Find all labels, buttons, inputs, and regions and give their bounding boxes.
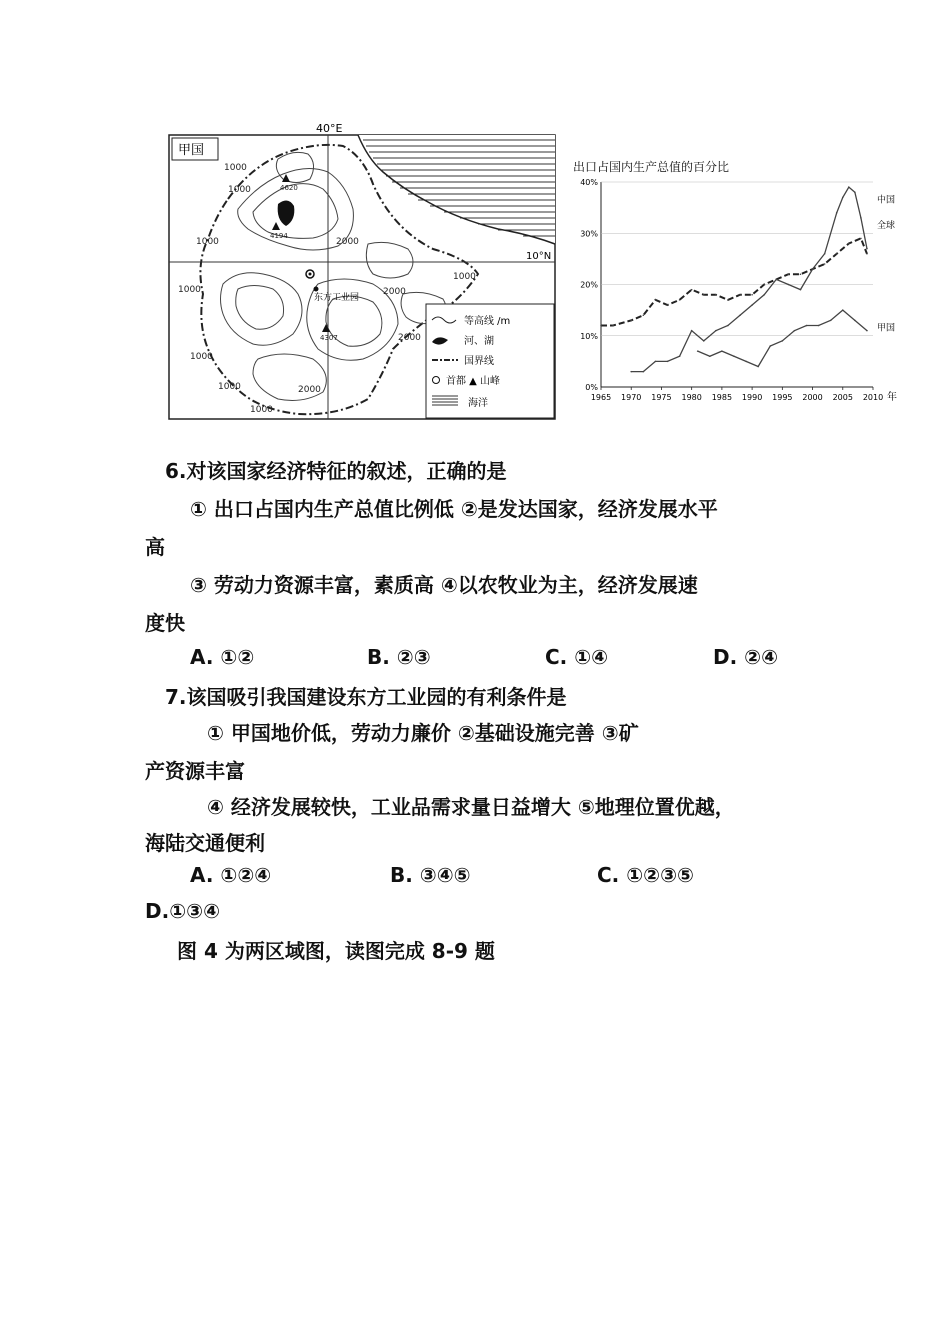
data-point <box>757 366 759 368</box>
capital-legend-icon <box>433 377 440 384</box>
legend-border: 国界线 <box>464 356 494 367</box>
figure-row <box>168 122 918 428</box>
x-tick-label: 1970 <box>621 393 642 402</box>
data-point <box>715 294 717 296</box>
latitude-label: 10°N <box>526 251 552 262</box>
data-point <box>866 330 868 332</box>
data-point <box>630 371 632 373</box>
country-map <box>168 122 556 420</box>
x-tick-label: 1965 <box>590 393 612 402</box>
data-point <box>769 345 771 347</box>
contour-label: 1000 <box>250 405 273 415</box>
data-point <box>643 314 645 316</box>
data-point <box>691 330 693 332</box>
x-tick-label: 1975 <box>651 393 672 402</box>
capital-dot <box>309 273 312 276</box>
peak-label: 4620 <box>280 184 298 192</box>
series-label: 甲国 <box>877 323 896 334</box>
data-point <box>715 330 717 332</box>
data-point <box>739 314 741 316</box>
q7-line2: ④ 经济发展较快，工业品需求量日益增大 ⑤地理位置优越， <box>207 795 735 819</box>
series-line-0 <box>601 238 867 325</box>
data-point <box>727 325 729 327</box>
contour-label: 1000 <box>190 352 213 362</box>
q7-line1: ① 甲国地价低，劳动力廉价 ②基础设施完善 ③矿 <box>207 721 639 745</box>
data-point <box>667 361 669 363</box>
data-point <box>733 355 735 357</box>
q6-option-b[interactable]: B. ②③ <box>367 645 431 669</box>
data-point <box>703 294 705 296</box>
legend-contour: 等高线 /m <box>464 316 511 327</box>
contour-label: 1000 <box>218 382 241 392</box>
contour-label: 2000 <box>336 237 359 247</box>
country-label: 甲国 <box>178 143 205 158</box>
contour-label: 1000 <box>453 272 476 282</box>
peak-label: 4307 <box>320 334 338 342</box>
q7-option-c[interactable]: C. ①②③⑤ <box>597 863 694 887</box>
contour-label: 1000 <box>224 163 247 173</box>
data-point <box>866 248 868 250</box>
data-point <box>739 294 741 296</box>
q6-option-a[interactable]: A. ①② <box>190 645 255 669</box>
q7-line2-cont: 海陆交通便利 <box>145 831 265 855</box>
q6-line1: ① 出口占国内生产总值比例低 ②是发达国家，经济发展水平 <box>190 497 718 521</box>
data-point <box>824 263 826 265</box>
y-tick-label: 10% <box>580 331 598 341</box>
x-tick-label: 1985 <box>711 393 733 402</box>
data-point <box>824 253 826 255</box>
x-tick-label: 1980 <box>681 393 702 402</box>
data-point <box>751 294 753 296</box>
contour-label: 2000 <box>398 333 421 343</box>
series-line-1 <box>631 187 867 372</box>
legend-capital-peak: 首都 ▲ 山峰 <box>446 376 501 387</box>
data-point <box>751 304 753 306</box>
q6-option-d[interactable]: D. ②④ <box>713 645 779 669</box>
data-point <box>679 355 681 357</box>
data-point <box>697 350 699 352</box>
data-point <box>854 320 856 322</box>
industrial-park-label: 东方工业园 <box>314 293 360 303</box>
data-point <box>691 289 693 291</box>
y-tick-label: 0% <box>585 383 598 392</box>
data-point <box>812 268 814 270</box>
data-point <box>600 325 602 327</box>
industrial-park-marker <box>314 287 319 292</box>
data-point <box>782 340 784 342</box>
q6-option-c[interactable]: C. ①④ <box>545 645 609 669</box>
contour-label: 2000 <box>383 287 406 297</box>
data-point <box>836 253 838 255</box>
data-point <box>854 191 856 193</box>
contour-label: 1000 <box>178 285 201 295</box>
x-tick-label: 2010 <box>862 393 884 402</box>
data-point <box>655 299 657 301</box>
chart-title: 出口占国内生产总值的百分比 <box>573 160 730 174</box>
data-point <box>794 330 796 332</box>
data-point <box>775 279 777 281</box>
data-point <box>842 197 844 199</box>
series-line-2 <box>698 310 867 366</box>
q7-option-a[interactable]: A. ①②④ <box>190 863 272 887</box>
data-point <box>860 238 862 240</box>
data-point <box>667 304 669 306</box>
figure-intro: 图 4 为两区域图，读图完成 8-9 题 <box>177 939 495 963</box>
data-point <box>848 243 850 245</box>
data-point <box>788 273 790 275</box>
q7-option-d[interactable]: D.①③④ <box>145 899 220 923</box>
data-point <box>866 253 868 255</box>
q6-stem: 6.对该国家经济特征的叙述，正确的是 <box>165 459 507 483</box>
data-point <box>836 212 838 214</box>
data-point <box>721 350 723 352</box>
q7-line1-cont: 产资源丰富 <box>145 759 245 783</box>
x-tick-label: 1990 <box>741 393 763 402</box>
q6-line2: ③ 劳动力资源丰富，素质高 ④以农牧业为主，经济发展速 <box>190 573 698 597</box>
legend-river-lake: 河、湖 <box>464 336 494 347</box>
contour-label: 1000 <box>228 185 251 195</box>
x-axis-label: 年 <box>887 392 897 403</box>
data-point <box>679 299 681 301</box>
data-point <box>763 284 765 286</box>
series-label: 中国 <box>877 195 896 206</box>
legend-ocean: 海洋 <box>468 398 488 409</box>
longitude-label: 40°E <box>316 122 343 135</box>
data-point <box>612 325 614 327</box>
x-tick-label: 2000 <box>802 393 823 402</box>
data-point <box>788 284 790 286</box>
contour-label: 2000 <box>298 385 321 395</box>
contour-label: 1000 <box>196 237 219 247</box>
q6-line2-cont: 度快 <box>145 611 185 635</box>
data-point <box>709 355 711 357</box>
data-point <box>643 371 645 373</box>
series-label: 全球 <box>877 221 896 232</box>
y-tick-label: 20% <box>580 280 598 290</box>
data-point <box>763 294 765 296</box>
data-point <box>745 361 747 363</box>
data-point <box>830 320 832 322</box>
q7-option-b[interactable]: B. ③④⑤ <box>390 863 471 887</box>
export-chart <box>573 158 918 428</box>
data-point <box>727 299 729 301</box>
data-point <box>630 320 632 322</box>
data-point <box>655 361 657 363</box>
q6-line1-cont: 高 <box>145 535 165 559</box>
data-point <box>848 186 850 188</box>
data-point <box>842 309 844 311</box>
data-point <box>703 340 705 342</box>
x-tick-label: 2005 <box>832 393 853 402</box>
data-point <box>818 325 820 327</box>
data-point <box>860 217 862 219</box>
data-point <box>806 325 808 327</box>
x-tick-label: 1995 <box>772 393 793 402</box>
data-point <box>800 289 802 291</box>
y-tick-label: 30% <box>580 229 598 239</box>
data-point <box>800 273 802 275</box>
peak-label: 4194 <box>270 232 288 240</box>
q7-stem: 7.该国吸引我国建设东方工业园的有利条件是 <box>165 685 567 709</box>
y-tick-label: 40% <box>580 178 598 187</box>
chart-plot <box>573 172 918 427</box>
